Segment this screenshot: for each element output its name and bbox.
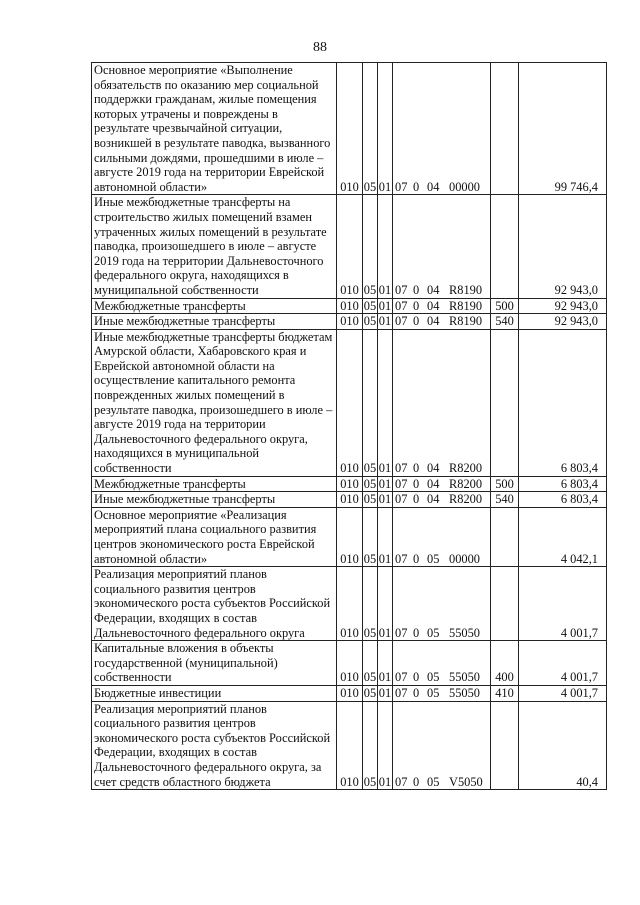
row-name: Межбюджетные трансферты — [92, 476, 337, 492]
row-section: 05 — [363, 63, 378, 195]
table-row — [92, 701, 607, 790]
table-row — [92, 567, 607, 641]
row-expense-type — [491, 701, 519, 790]
row-expense-type: 540 — [491, 314, 519, 330]
program-code-part: 05 — [427, 685, 440, 700]
table-row — [92, 195, 607, 298]
table-row — [92, 314, 607, 330]
program-code-part: 07 — [395, 774, 408, 789]
row-name: Иные межбюджетные трансферты — [92, 492, 337, 508]
row-grbs: 010 — [337, 507, 363, 566]
program-code-part: 0 — [413, 625, 420, 640]
row-amount: 4 001,7 — [519, 685, 607, 701]
row-grbs: 010 — [337, 314, 363, 330]
row-subsection: 01 — [378, 63, 393, 195]
program-code-part: 07 — [395, 625, 408, 640]
program-code-part: 0 — [413, 461, 420, 476]
row-subsection: 01 — [378, 567, 393, 641]
row-amount: 4 001,7 — [519, 567, 607, 641]
row-name: Реализация мероприятий планов социального развития центров экономического роста субъектов Российской Федерации, входящих в состав Дальневосточного федерального округа, за счет средств областного бюджета — [92, 701, 337, 790]
row-expense-type — [491, 507, 519, 566]
row-name: Межбюджетные трансферты — [92, 298, 337, 314]
program-code-part: 0 — [413, 774, 420, 789]
program-code-part: 07 — [395, 179, 408, 194]
row-name: Иные межбюджетные трансферты на строительство жилых помещений взамен утраченных жилых помещений в результате паводка, произошедшего в июле – августе 2019 года на территории Дальневосточного федерального округа, находящихся в муниципальной собственности — [92, 195, 337, 298]
row-name: Основное мероприятие «Выполнение обязательств по оказанию мер социальной поддержки гражданам, жилые помещения которых утрачены и повреждены в результате чрезвычайной ситуации, возникшей в результате паводка, вызванного сильными дождями, прошедшими в июле – августе 2019 года на территории Еврейской автономной области» — [92, 63, 337, 195]
row-program-code — [393, 329, 491, 476]
row-grbs: 010 — [337, 476, 363, 492]
row-subsection: 01 — [378, 476, 392, 491]
program-code-part: 05 — [427, 551, 440, 566]
row-subsection: 01 — [378, 641, 393, 686]
row-amount: 4 001,7 — [519, 641, 607, 686]
program-code-part: R8200 — [449, 492, 483, 507]
row-program-code — [393, 314, 491, 330]
row-amount: 40,4 — [519, 701, 607, 790]
program-code-part: 04 — [427, 282, 440, 297]
row-expense-type: 400 — [491, 641, 519, 686]
program-code-part: 00000 — [449, 179, 480, 194]
row-amount: 4 042,1 — [519, 507, 607, 566]
table-body — [92, 63, 607, 790]
row-program-code — [393, 685, 491, 701]
row-section: 05 — [363, 476, 377, 491]
row-program-code — [393, 641, 491, 686]
program-code-part: 04 — [427, 461, 440, 476]
row-grbs: 010 — [337, 195, 363, 298]
row-amount: 6 803,4 — [519, 329, 607, 476]
program-code-part: 0 — [413, 685, 420, 700]
page-number: 88 — [313, 40, 327, 55]
row-grbs: 010 — [337, 63, 363, 195]
row-name: Основное мероприятие «Реализация мероприятий плана социального развития центров экономического роста Еврейской автономной области» — [92, 507, 337, 566]
row-section: 05 — [363, 567, 378, 641]
program-code-part: V5050 — [449, 774, 483, 789]
row-grbs: 010 — [337, 641, 363, 686]
row-program-code — [393, 701, 491, 790]
row-grbs: 010 — [337, 329, 363, 476]
row-amount: 92 943,0 — [519, 314, 607, 330]
row-expense-type — [491, 567, 519, 641]
row-section: 05 — [363, 314, 377, 329]
program-code-part: 07 — [395, 551, 408, 566]
table-row — [92, 63, 607, 195]
row-grbs: 010 — [337, 567, 363, 641]
row-program-code — [393, 476, 491, 492]
row-name: Капитальные вложения в объекты государственной (муниципальной) собственности — [92, 641, 337, 686]
program-code-part: R8190 — [449, 298, 483, 313]
program-code-part: 0 — [413, 551, 420, 566]
row-subsection: 01 — [378, 701, 393, 790]
row-grbs: 010 — [337, 492, 363, 508]
program-code-part: 55050 — [449, 625, 480, 640]
row-program-code — [393, 63, 491, 195]
row-subsection: 01 — [378, 195, 393, 298]
row-subsection: 01 — [378, 329, 393, 476]
program-code-part: 04 — [427, 476, 440, 491]
row-expense-type: 410 — [491, 685, 519, 701]
program-code-part: 07 — [395, 314, 408, 329]
program-code-part: 0 — [413, 282, 420, 297]
row-subsection: 01 — [378, 298, 392, 313]
program-code-part: R8190 — [449, 282, 483, 297]
program-code-part: 07 — [395, 685, 408, 700]
program-code-part: 07 — [395, 461, 408, 476]
table-row — [92, 476, 607, 492]
row-section: 05 — [363, 507, 378, 566]
table-row — [92, 298, 607, 314]
program-code-part: 05 — [427, 670, 440, 685]
row-amount: 92 943,0 — [519, 298, 607, 314]
row-expense-type — [491, 63, 519, 195]
program-code-part: R8200 — [449, 476, 483, 491]
program-code-part: 0 — [413, 476, 420, 491]
row-section: 05 — [363, 329, 378, 476]
program-code-part: 04 — [427, 298, 440, 313]
row-amount: 92 943,0 — [519, 195, 607, 298]
program-code-part: 07 — [395, 282, 408, 297]
program-code-part: 04 — [427, 492, 440, 507]
program-code-part: 55050 — [449, 685, 480, 700]
row-section: 05 — [363, 298, 377, 313]
program-code-part: 07 — [395, 298, 408, 313]
row-expense-type: 540 — [491, 492, 519, 508]
row-name: Бюджетные инвестиции — [92, 685, 337, 701]
program-code-part: 0 — [413, 298, 420, 313]
program-code-part: 00000 — [449, 551, 480, 566]
row-grbs: 010 — [337, 298, 363, 314]
row-name: Реализация мероприятий планов социального развития центров экономического роста субъектов Российской Федерации, входящих в состав Дальневосточного федерального округа — [92, 567, 337, 641]
row-expense-type: 500 — [491, 298, 519, 314]
row-section: 05 — [363, 701, 378, 790]
table-row — [92, 685, 607, 701]
budget-table — [91, 62, 607, 790]
row-section: 05 — [363, 195, 378, 298]
program-code-part: 04 — [427, 179, 440, 194]
row-program-code — [393, 567, 491, 641]
table-row — [92, 507, 607, 566]
row-amount: 6 803,4 — [519, 476, 607, 492]
program-code-part: 05 — [427, 625, 440, 640]
row-expense-type — [491, 329, 519, 476]
table-row — [92, 492, 607, 508]
row-section: 05 — [363, 685, 377, 700]
row-subsection: 01 — [378, 492, 392, 507]
table-row — [92, 641, 607, 686]
row-subsection: 01 — [378, 314, 392, 329]
row-subsection: 01 — [378, 507, 393, 566]
row-name: Иные межбюджетные трансферты бюджетам Амурской области, Хабаровского края и Еврейской автономной области на осуществление капитального ремонта поврежденных жилых помещений в результате паводка, произошедшего в июле – августе 2019 года на территории Дальневосточного федерального округа, находящихся в муниципальной собственности — [92, 329, 337, 476]
row-section: 05 — [363, 492, 377, 507]
row-grbs: 010 — [337, 701, 363, 790]
program-code-part: 07 — [395, 492, 408, 507]
program-code-part: 05 — [427, 774, 440, 789]
program-code-part: 0 — [413, 492, 420, 507]
program-code-part: 07 — [395, 476, 408, 491]
program-code-part: R8190 — [449, 314, 483, 329]
program-code-part: 0 — [413, 670, 420, 685]
row-amount: 99 746,4 — [519, 63, 607, 195]
row-subsection: 01 — [378, 685, 392, 700]
row-section: 05 — [363, 641, 378, 686]
row-program-code — [393, 298, 491, 314]
row-name: Иные межбюджетные трансферты — [92, 314, 337, 330]
row-program-code — [393, 492, 491, 508]
program-code-part: 07 — [395, 670, 408, 685]
row-expense-type: 500 — [491, 476, 519, 492]
program-code-part: 04 — [427, 314, 440, 329]
program-code-part: 0 — [413, 314, 420, 329]
program-code-part: R8200 — [449, 461, 483, 476]
row-grbs: 010 — [337, 685, 363, 701]
row-amount: 6 803,4 — [519, 492, 607, 508]
table-row — [92, 329, 607, 476]
program-code-part: 0 — [413, 179, 420, 194]
program-code-part: 55050 — [449, 670, 480, 685]
row-program-code — [393, 195, 491, 298]
row-expense-type — [491, 195, 519, 298]
row-program-code — [393, 507, 491, 566]
